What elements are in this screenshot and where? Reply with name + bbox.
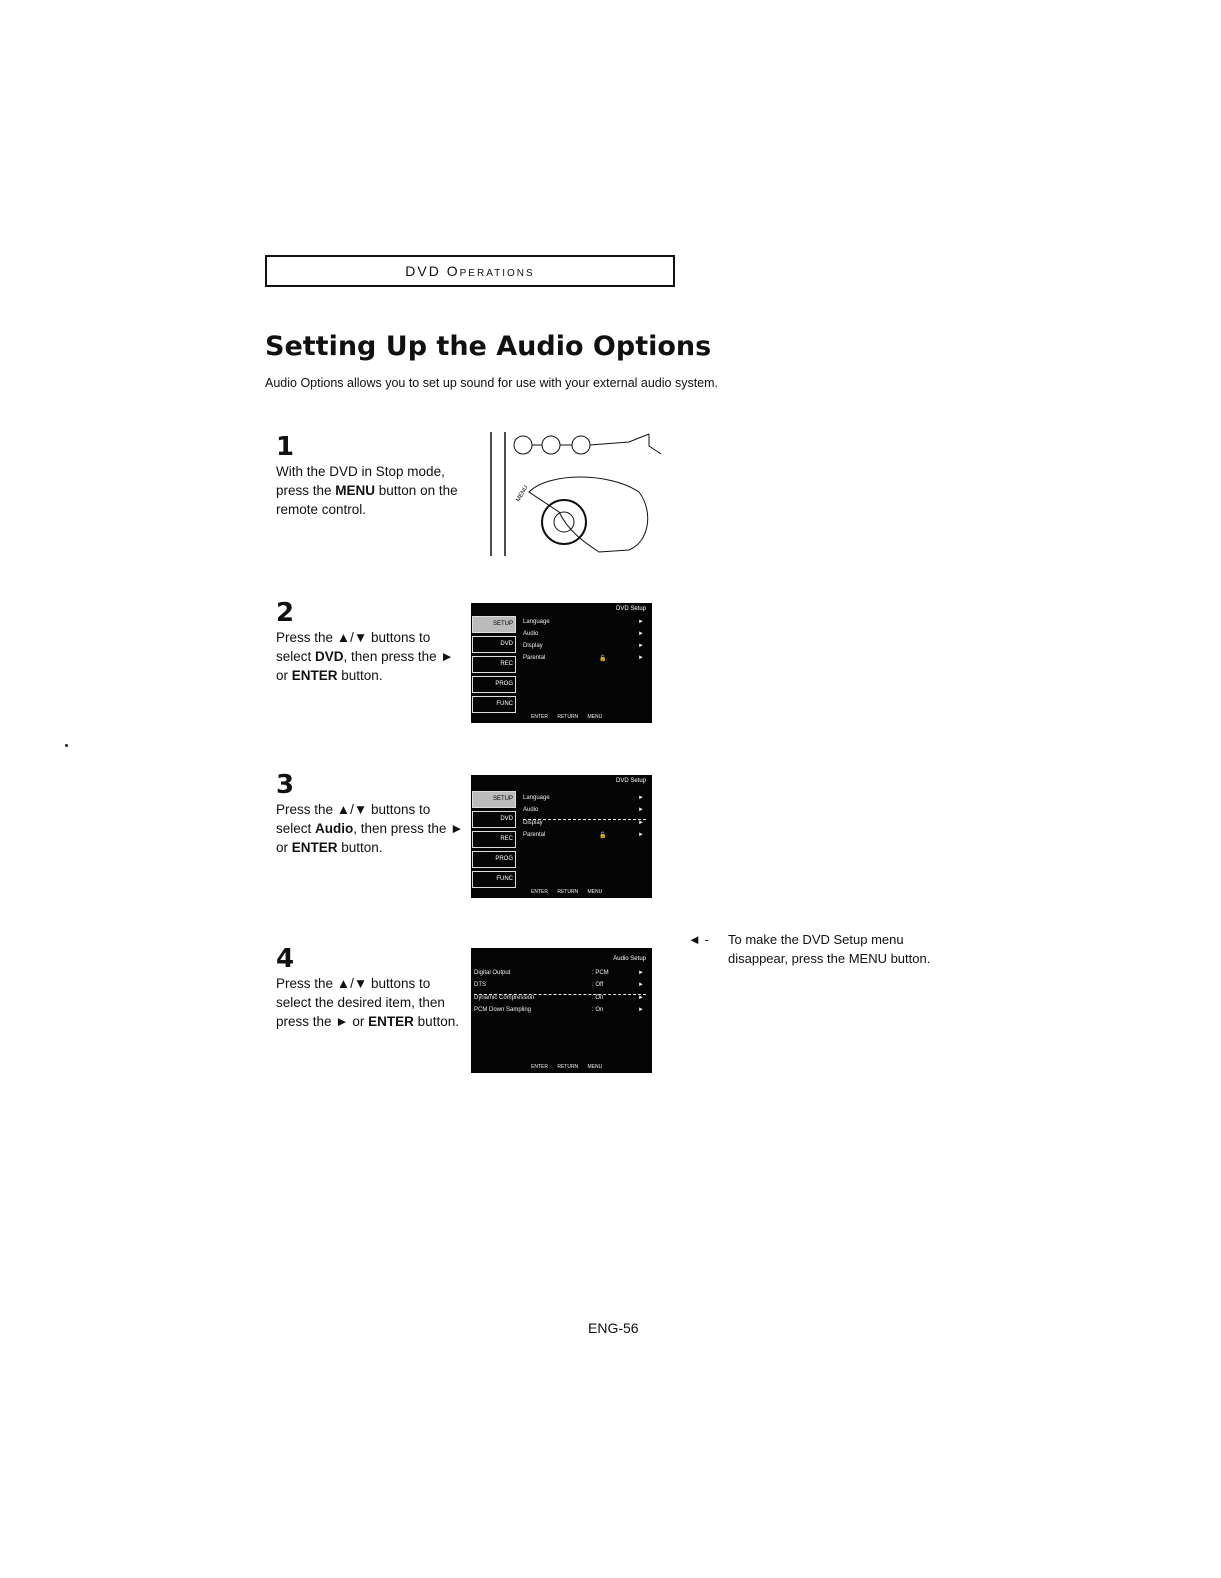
step-text: Press the ▲/▼ buttons to select DVD, then press the ► or ENTER button. — [276, 630, 454, 683]
step-number: 3 — [276, 770, 295, 800]
tab-dvd[interactable]: DVD — [472, 811, 516, 828]
dvd-setup-screen — [471, 603, 652, 723]
menu-item-display[interactable]: Display ► — [523, 643, 644, 649]
stray-dot — [65, 744, 68, 747]
menu-item-dts[interactable]: DTS : Off ► — [474, 982, 646, 995]
step-number: 4 — [276, 944, 295, 974]
note-marker: ◄ - — [688, 932, 709, 947]
tab-dvd[interactable]: DVD — [472, 636, 516, 653]
menu-item-dynamic-compression[interactable]: Dynamic Compression : On ► — [474, 995, 644, 1001]
screen-footer: ENTER RETURN MENU — [531, 889, 603, 895]
menu-item-audio[interactable]: Audio ► — [523, 631, 644, 637]
page-number: ENG-56 — [588, 1320, 639, 1336]
tab-prog[interactable]: PROG — [472, 676, 516, 693]
screen-footer: ENTER RETURN MENU — [531, 1064, 603, 1070]
step-3 — [276, 770, 466, 857]
tab-rec[interactable]: REC — [472, 831, 516, 848]
tab-setup[interactable]: SETUP — [472, 791, 516, 808]
step-number: 2 — [276, 598, 295, 628]
menu-item-audio[interactable]: Audio ► — [523, 807, 646, 820]
remote-control-illustration — [489, 432, 669, 556]
intro-text: Audio Options allows you to set up sound for use with your external audio system. — [265, 376, 719, 390]
menu-item-language[interactable]: Language ► — [523, 619, 644, 625]
menu-item-parental[interactable]: Parental 🔓 ► — [523, 655, 644, 662]
tab-rec[interactable]: REC — [472, 656, 516, 673]
dvd-setup-screen-audio-selected — [471, 775, 652, 898]
tab-prog[interactable]: PROG — [472, 851, 516, 868]
section-label: DVD Operations — [405, 263, 535, 279]
screen-header: DVD Setup — [615, 606, 646, 612]
step-text: Press the ▲/▼ buttons to select Audio, then press the ► or ENTER button. — [276, 802, 464, 855]
screen-footer: ENTER RETURN MENU — [531, 714, 603, 720]
menu-item-display[interactable]: Display ► — [523, 820, 644, 826]
step-text: With the DVD in Stop mode, press the MENU button on the remote control. — [276, 464, 458, 517]
note-text: To make the DVD Setup menu disappear, press the MENU button. — [728, 932, 931, 966]
remote-menu-label: MENU — [515, 484, 530, 503]
tab-func[interactable]: FUNC — [472, 696, 516, 713]
tab-setup[interactable]: SETUP — [472, 616, 516, 633]
screen-header: Audio Setup — [613, 956, 646, 962]
step-text: Press the ▲/▼ buttons to select the desired item, then press the ► or ENTER button. — [276, 976, 459, 1029]
step-number: 1 — [276, 432, 295, 462]
step-2 — [276, 598, 466, 685]
audio-setup-screen — [471, 948, 652, 1073]
step-4 — [276, 944, 466, 1031]
page-title: Setting Up the Audio Options — [265, 331, 712, 362]
menu-item-language[interactable]: Language ► — [523, 795, 644, 801]
screen-header: DVD Setup — [615, 778, 646, 784]
menu-sidebar — [472, 616, 516, 716]
section-header — [265, 255, 675, 287]
menu-item-pcm-down-sampling[interactable]: PCM Down Sampling : On ► — [474, 1007, 644, 1013]
tab-func[interactable]: FUNC — [472, 871, 516, 888]
menu-item-parental[interactable]: Parental 🔓 ► — [523, 832, 644, 839]
step-1 — [276, 432, 466, 519]
menu-sidebar — [472, 791, 516, 891]
menu-item-digital-output[interactable]: Digital Output : PCM ► — [474, 970, 644, 976]
